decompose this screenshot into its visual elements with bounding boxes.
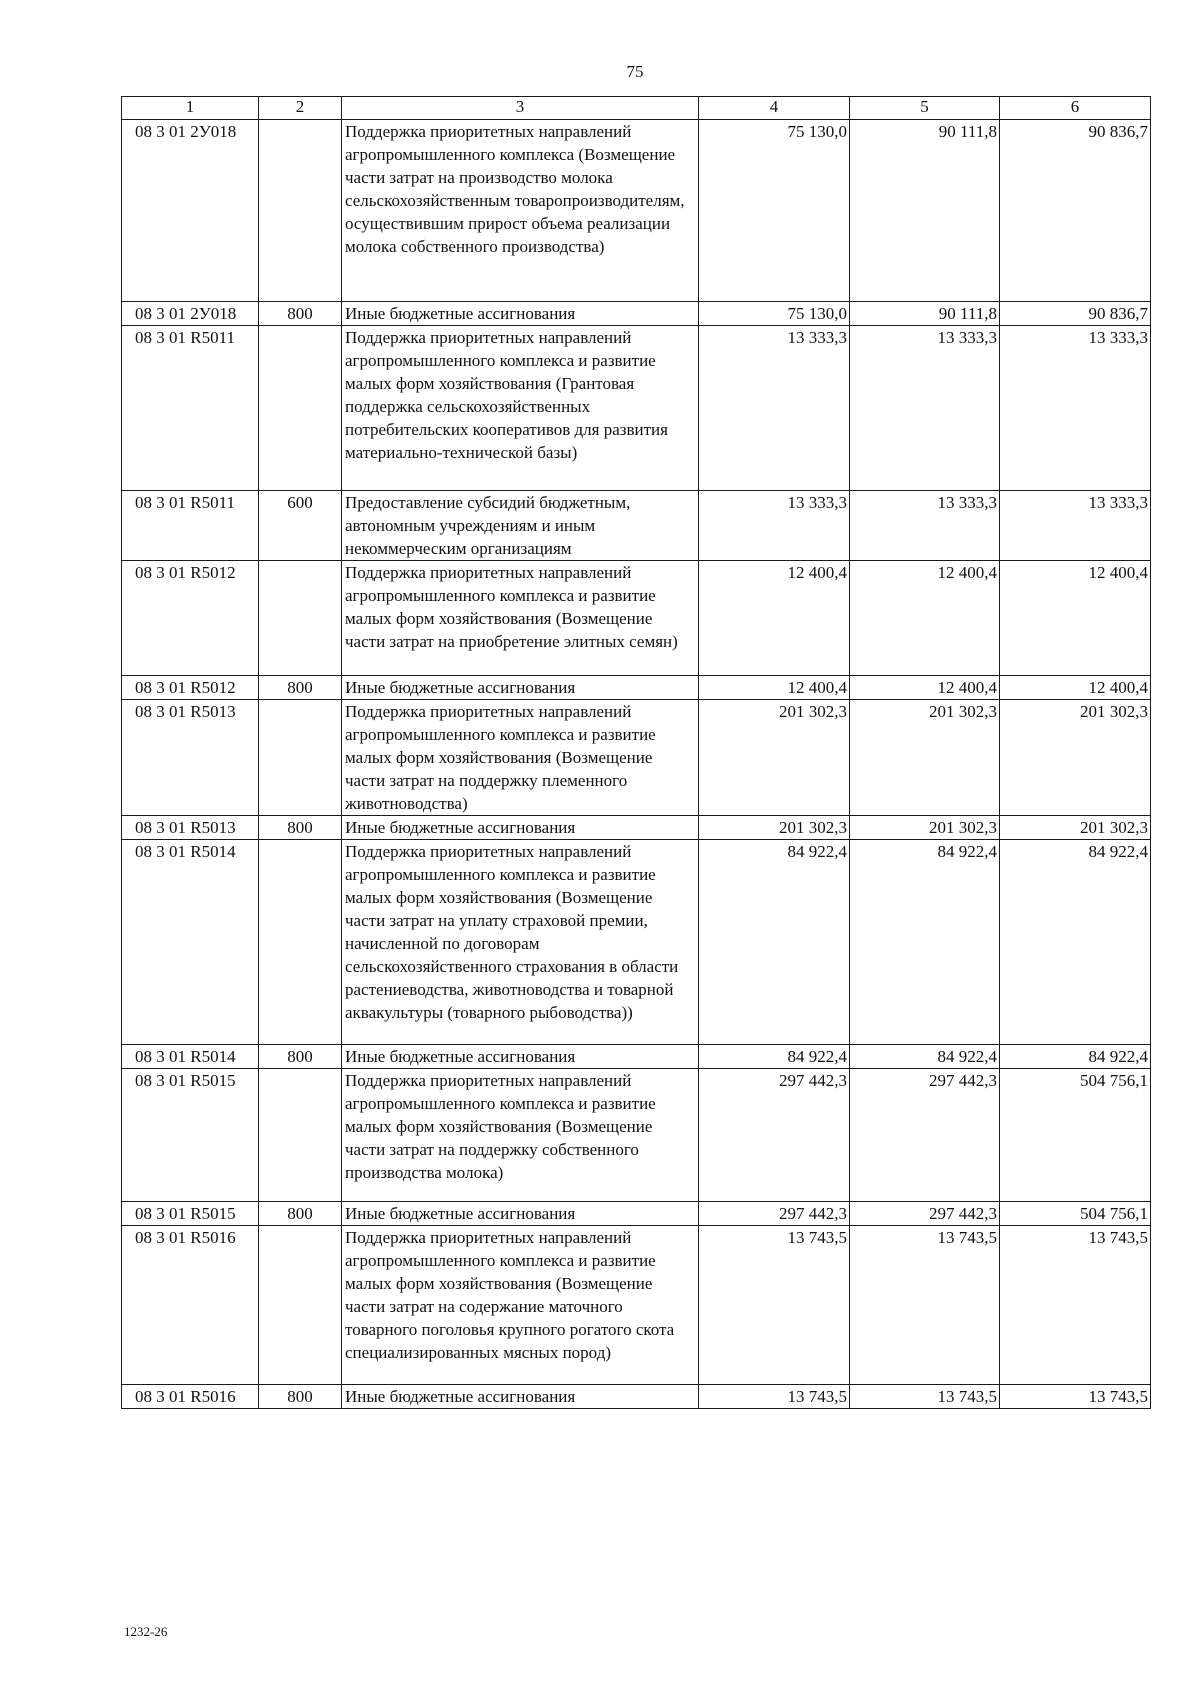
table-row — [122, 1045, 1151, 1069]
amount-col-6-cell: 504 756,1 — [1000, 1069, 1151, 1202]
item-name-cell: Иные бюджетные ассигнования — [342, 302, 699, 326]
amount-col-5-cell: 201 302,3 — [850, 816, 1000, 840]
amount-col-5-cell: 84 922,4 — [850, 840, 1000, 1045]
amount-col-5-cell: 84 922,4 — [850, 1045, 1000, 1069]
expense-type-cell — [259, 326, 342, 491]
amount-col-4-cell: 13 333,3 — [699, 326, 850, 491]
amount-col-4-cell: 84 922,4 — [699, 840, 850, 1045]
item-name-cell: Иные бюджетные ассигнования — [342, 1202, 699, 1226]
table-row — [122, 840, 1151, 1045]
amount-col-6-cell: 504 756,1 — [1000, 1202, 1151, 1226]
budget-code-cell: 08 3 01 R5014 — [122, 1045, 259, 1069]
budget-code-cell: 08 3 01 R5012 — [122, 676, 259, 700]
table-row — [122, 491, 1151, 561]
amount-col-4-cell: 297 442,3 — [699, 1069, 850, 1202]
amount-col-6-cell: 201 302,3 — [1000, 816, 1151, 840]
footer-code: 1232-26 — [124, 1624, 168, 1639]
amount-col-6-cell: 13 333,3 — [1000, 326, 1151, 491]
amount-col-5-cell: 90 111,8 — [850, 302, 1000, 326]
header-col-3: 3 — [342, 97, 699, 120]
table-row — [122, 1385, 1151, 1409]
amount-col-5-cell: 297 442,3 — [850, 1202, 1000, 1226]
amount-col-6-cell: 13 743,5 — [1000, 1385, 1151, 1409]
expense-type-cell: 800 — [259, 1202, 342, 1226]
amount-col-5-cell: 201 302,3 — [850, 700, 1000, 816]
table-row — [122, 700, 1151, 816]
item-name-cell: Поддержка приоритетных направлений агропромышленного комплекса и развитие малых форм хозяйствования (Возмещение части затрат на приобретение элитных семян) — [342, 561, 699, 676]
amount-col-5-cell: 12 400,4 — [850, 676, 1000, 700]
header-row — [122, 97, 1151, 120]
amount-col-4-cell: 12 400,4 — [699, 561, 850, 676]
budget-code-cell: 08 3 01 R5013 — [122, 700, 259, 816]
table-row — [122, 326, 1151, 491]
budget-code-cell: 08 3 01 R5014 — [122, 840, 259, 1045]
item-name-cell: Предоставление субсидий бюджетным, автономным учреждениям и иным некоммерческим организациям — [342, 491, 699, 561]
expense-type-cell: 800 — [259, 302, 342, 326]
amount-col-4-cell: 75 130,0 — [699, 302, 850, 326]
budget-table — [121, 96, 1151, 1409]
amount-col-6-cell: 13 743,5 — [1000, 1226, 1151, 1385]
header-col-6: 6 — [1000, 97, 1151, 120]
amount-col-6-cell: 201 302,3 — [1000, 700, 1151, 816]
expense-type-cell — [259, 120, 342, 302]
amount-col-4-cell: 13 743,5 — [699, 1385, 850, 1409]
table-row — [122, 1069, 1151, 1202]
table-row — [122, 120, 1151, 302]
expense-type-cell — [259, 561, 342, 676]
amount-col-4-cell: 201 302,3 — [699, 700, 850, 816]
table-row — [122, 1202, 1151, 1226]
header-col-4: 4 — [699, 97, 850, 120]
amount-col-6-cell: 12 400,4 — [1000, 676, 1151, 700]
amount-col-5-cell: 297 442,3 — [850, 1069, 1000, 1202]
amount-col-6-cell: 13 333,3 — [1000, 491, 1151, 561]
expense-type-cell: 600 — [259, 491, 342, 561]
table-row — [122, 816, 1151, 840]
table-body — [122, 120, 1151, 1409]
amount-col-6-cell: 90 836,7 — [1000, 302, 1151, 326]
item-name-cell: Иные бюджетные ассигнования — [342, 676, 699, 700]
amount-col-4-cell: 297 442,3 — [699, 1202, 850, 1226]
budget-code-cell: 08 3 01 R5016 — [122, 1385, 259, 1409]
expense-type-cell — [259, 700, 342, 816]
amount-col-5-cell: 13 333,3 — [850, 491, 1000, 561]
amount-col-4-cell: 201 302,3 — [699, 816, 850, 840]
amount-col-6-cell: 84 922,4 — [1000, 1045, 1151, 1069]
expense-type-cell — [259, 1226, 342, 1385]
item-name-cell: Поддержка приоритетных направлений агропромышленного комплекса и развитие малых форм хозяйствования (Возмещение части затрат на содержание маточного товарного поголовья крупного рогатого скота специализированных мясных пород) — [342, 1226, 699, 1385]
amount-col-5-cell: 90 111,8 — [850, 120, 1000, 302]
budget-code-cell: 08 3 01 2У018 — [122, 120, 259, 302]
item-name-cell: Поддержка приоритетных направлений агропромышленного комплекса и развитие малых форм хозяйствования (Возмещение части затрат на уплату страховой премии, начисленной по договорам сельскохозяйственного страхования в области растениеводства, животноводства и товарной аквакультуры (товарного рыбоводства)) — [342, 840, 699, 1045]
item-name-cell: Поддержка приоритетных направлений агропромышленного комплекса (Возмещение части затрат на производство молока сельскохозяйственным товаропроизводителям, осуществившим прирост объема реализации молока собственного производства) — [342, 120, 699, 302]
amount-col-4-cell: 12 400,4 — [699, 676, 850, 700]
item-name-cell: Иные бюджетные ассигнования — [342, 1045, 699, 1069]
budget-code-cell: 08 3 01 R5015 — [122, 1069, 259, 1202]
amount-col-5-cell: 12 400,4 — [850, 561, 1000, 676]
header-col-5: 5 — [850, 97, 1000, 120]
expense-type-cell: 800 — [259, 1045, 342, 1069]
expense-type-cell: 800 — [259, 1385, 342, 1409]
amount-col-5-cell: 13 743,5 — [850, 1385, 1000, 1409]
item-name-cell: Поддержка приоритетных направлений агропромышленного комплекса и развитие малых форм хозяйствования (Возмещение части затрат на поддержку собственного производства молока) — [342, 1069, 699, 1202]
table-row — [122, 561, 1151, 676]
budget-code-cell: 08 3 01 R5011 — [122, 491, 259, 561]
table-row — [122, 1226, 1151, 1385]
header-col-1: 1 — [122, 97, 259, 120]
table-row — [122, 302, 1151, 326]
item-name-cell: Иные бюджетные ассигнования — [342, 1385, 699, 1409]
expense-type-cell — [259, 840, 342, 1045]
amount-col-4-cell: 84 922,4 — [699, 1045, 850, 1069]
header-col-2: 2 — [259, 97, 342, 120]
page-number: 75 — [626, 62, 644, 81]
item-name-cell: Поддержка приоритетных направлений агропромышленного комплекса и развитие малых форм хозяйствования (Возмещение части затрат на поддержку племенного животноводства) — [342, 700, 699, 816]
budget-code-cell: 08 3 01 2У018 — [122, 302, 259, 326]
amount-col-5-cell: 13 333,3 — [850, 326, 1000, 491]
amount-col-4-cell: 13 743,5 — [699, 1226, 850, 1385]
expense-type-cell — [259, 1069, 342, 1202]
budget-code-cell: 08 3 01 R5012 — [122, 561, 259, 676]
item-name-cell: Иные бюджетные ассигнования — [342, 816, 699, 840]
table-row — [122, 676, 1151, 700]
budget-code-cell: 08 3 01 R5013 — [122, 816, 259, 840]
amount-col-6-cell: 84 922,4 — [1000, 840, 1151, 1045]
amount-col-6-cell: 12 400,4 — [1000, 561, 1151, 676]
item-name-cell: Поддержка приоритетных направлений агропромышленного комплекса и развитие малых форм хозяйствования (Грантовая поддержка сельскохозяйственных потребительских кооперативов для развития материально-технической базы) — [342, 326, 699, 491]
expense-type-cell: 800 — [259, 816, 342, 840]
budget-code-cell: 08 3 01 R5015 — [122, 1202, 259, 1226]
expense-type-cell: 800 — [259, 676, 342, 700]
amount-col-6-cell: 90 836,7 — [1000, 120, 1151, 302]
amount-col-4-cell: 75 130,0 — [699, 120, 850, 302]
budget-code-cell: 08 3 01 R5016 — [122, 1226, 259, 1385]
amount-col-4-cell: 13 333,3 — [699, 491, 850, 561]
amount-col-5-cell: 13 743,5 — [850, 1226, 1000, 1385]
budget-code-cell: 08 3 01 R5011 — [122, 326, 259, 491]
